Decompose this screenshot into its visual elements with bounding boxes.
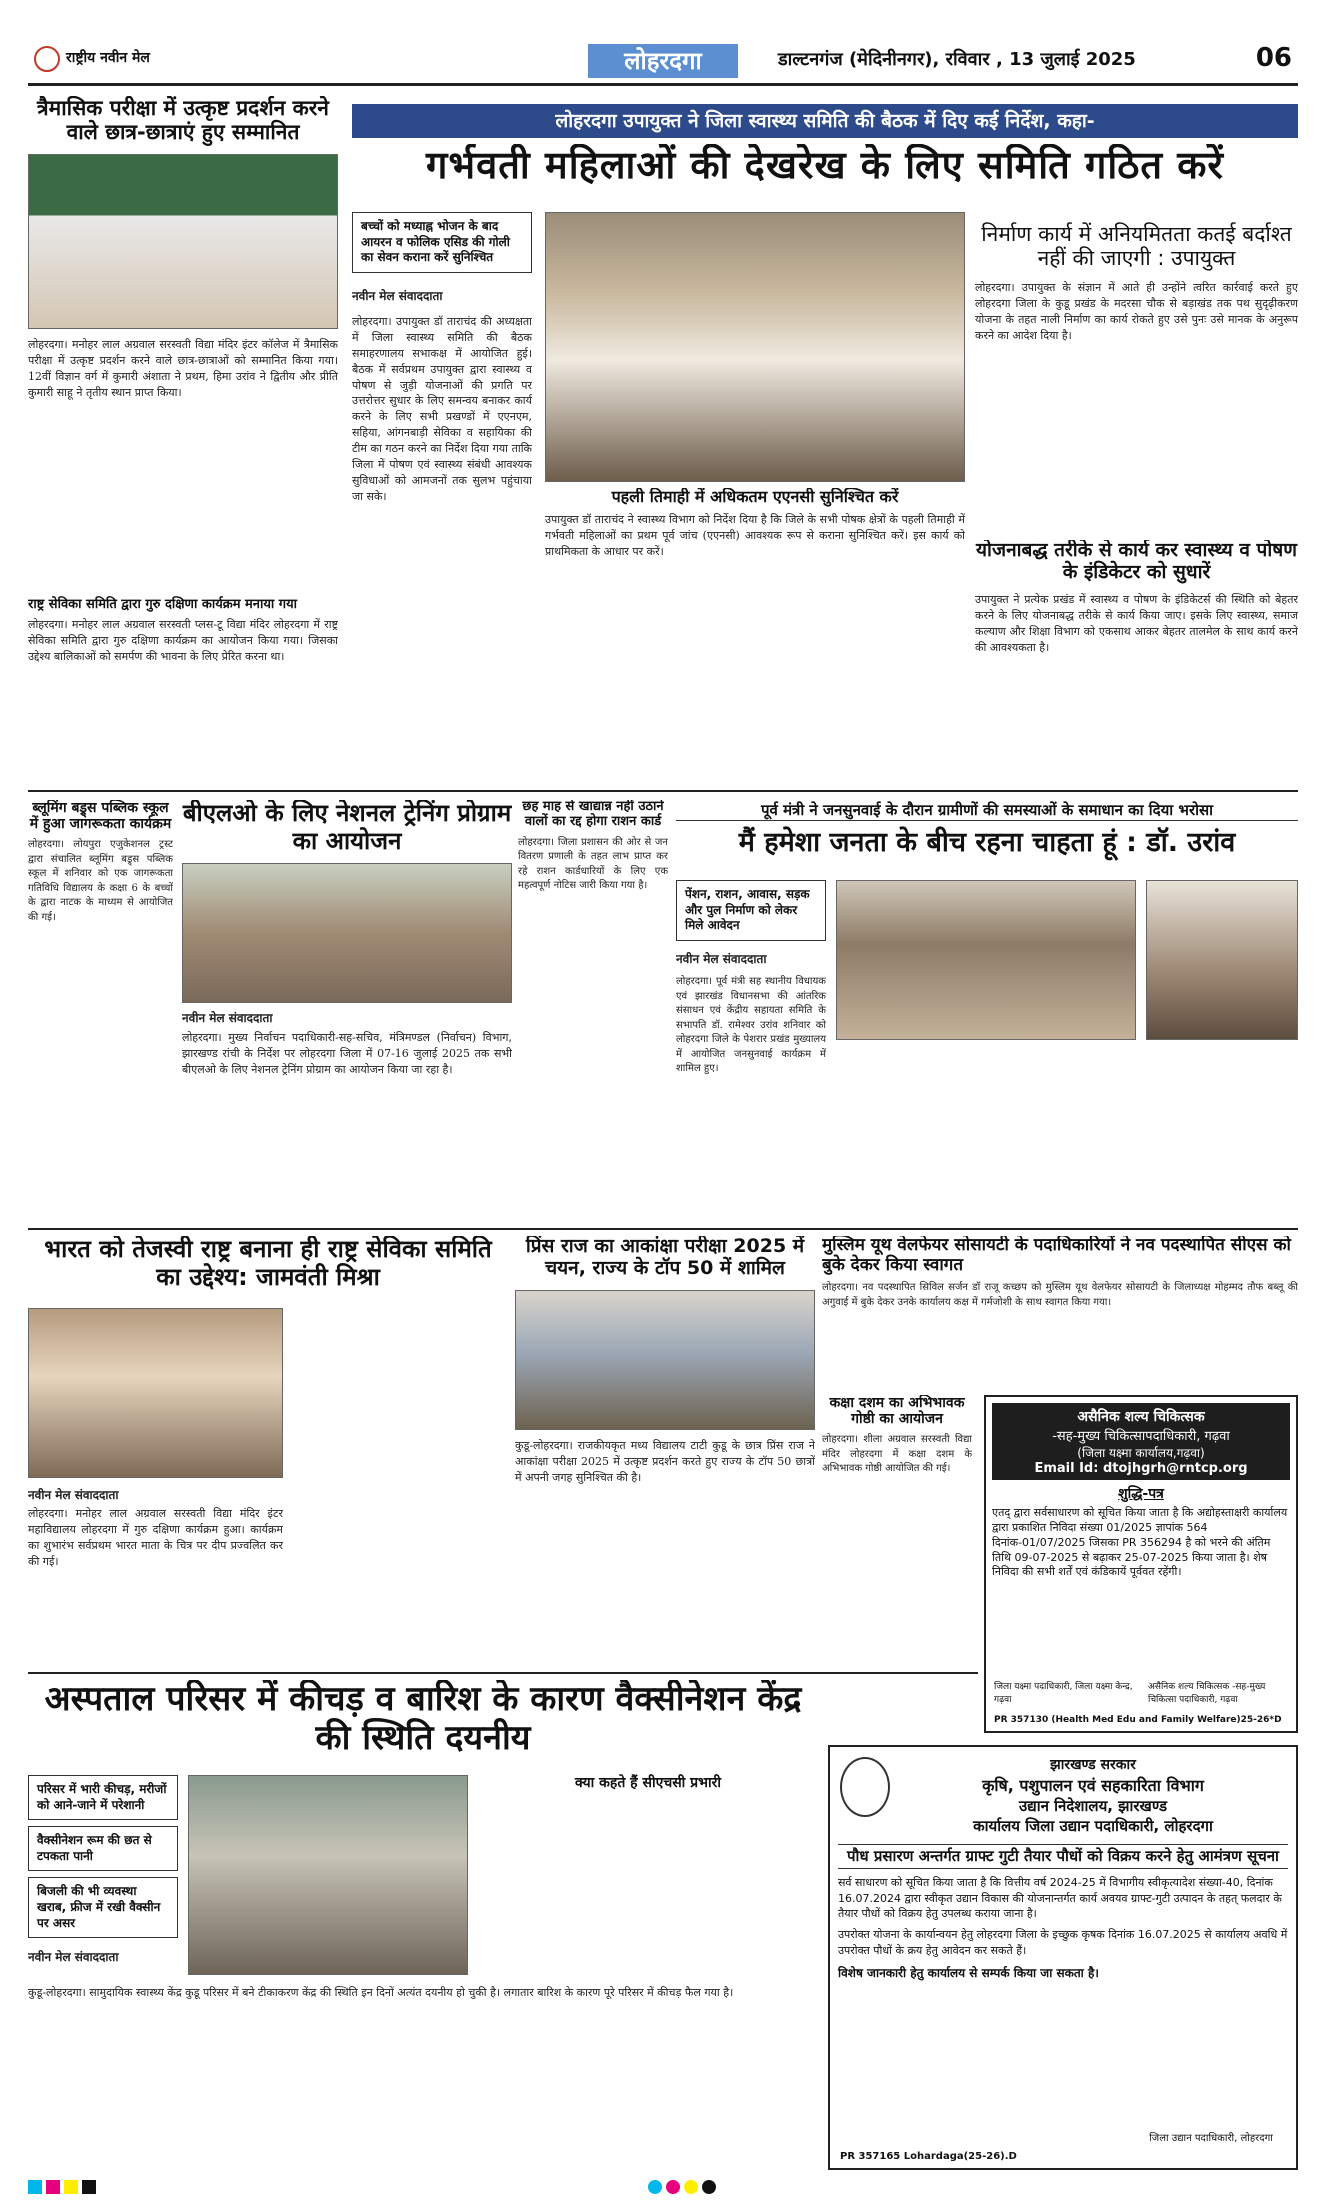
- bullet: पेंशन, राशन, आवास, सड़क और पुल निर्माण को लेकर मिले आवेदन: [676, 880, 826, 941]
- page-number: 06: [1255, 43, 1292, 73]
- org-line1: असैनिक शल्य चिकित्सक: [1077, 1409, 1205, 1425]
- org-line2: कृषि, पशुपालन एवं सहकारिता विभाग: [982, 1776, 1204, 1795]
- side-body: लोहरदगा। उपायुक्त के संज्ञान में आते ही उन्होंने त्वरित कार्रवाई करते हुए लोहरदगा जिला के कुडू प्रखंड के मदरसा चौक से बड़ाखंड तक पथ सुदृढ़ीकरण योजना के तहत नाली निर्माण का कार्य रोकते हुए उसे पुनः उसे मानक के अनुरूप करने का आदेश दिया है।: [975, 281, 1298, 343]
- lead-kicker: [352, 104, 1298, 138]
- ad-horticulture: [828, 1745, 1298, 2170]
- caption-body: उपायुक्त डॉ ताराचंद ने स्वास्थ्य विभाग को निर्देश दिया है कि जिले के सभी पोषक क्षेत्रों के पहली तिमाही में गर्भवती महिलाओं का प्रथम पूर्व जांच (एएनसी) आवश्यक रूप से कराना सुनिश्चित करें। इस कार्य को प्राथमिकता के आधार पर करें।: [545, 513, 965, 559]
- color-swatch-yellow-2: [684, 2180, 698, 2194]
- body: कुडू-लोहरदगा। सामुदायिक स्वास्थ्य केंद्र कुडू परिसर में बने टीकाकरण केंद्र की स्थिति इन दिनों अत्यंत दयनीय हो चुकी है। लगातार बारिश के कारण पूरे परिसर में कीचड़ फैल गया है।: [28, 1986, 734, 1999]
- body: कुडू-लोहरदगा। राजकीयकृत मध्य विद्यालय टाटी कुडू के छात्र प्रिंस राज ने आकांक्षा परीक्षा 2025 में उत्कृष्ट प्रदर्शन करते हुए राज्य के टॉप 50 छात्रों में अपनी जगह सुनिश्चित की है।: [515, 1438, 815, 1484]
- photo-hospital: [188, 1775, 468, 1975]
- lead-bullet: बच्चों को मध्याह्न भोजन के बाद आयरन व फोलिक एसिड की गोली का सेवन कराना करें सुनिश्चित: [352, 212, 532, 273]
- caption-title: पहली तिमाही में अधिकतम एएनसी सुनिश्चित करें: [611, 488, 899, 506]
- photo-janasunwai: [836, 880, 1136, 1040]
- story-muslim: [822, 1236, 1298, 1386]
- story-mishra: [28, 1236, 508, 1666]
- section-name: लोहरदगा: [588, 44, 738, 78]
- headline: मुस्लिम यूथ वेलफेयर सोसायटी के पदाधिकारियों ने नव पदस्थापित सीएस को बुके देकर किया स्वागत: [822, 1236, 1291, 1275]
- body: लोहरदगा। मनोहर लाल अग्रवाल सरस्वती विद्या मंदिर इंटर कॉलेज में त्रैमासिक परीक्षा में उत्कृष्ट प्रदर्शन करने वाले छात्र-छात्राओं को सम्मानित किया गया। 12वीं विज्ञान वर्ग में कुमारी अंशाता ने प्रथम, हिमा उरांव ने द्वितीय और प्रीति कुमारी साहू ने तृतीय स्थान प्राप्त किया।: [28, 338, 338, 400]
- byline: नवीन मेल संवाददाता: [28, 1950, 119, 1965]
- byline: नवीन मेल संवाददाता: [676, 952, 767, 966]
- story-hospital: [28, 1680, 818, 2170]
- quote-title: क्या कहते हैं सीएचसी प्रभारी: [575, 1775, 721, 1791]
- sign-right: असैनिक शल्य चिकित्सक -सह-मुख्य चिकित्सा पदाधिकारी, गढ़वा: [1148, 1682, 1266, 1705]
- side2-body: उपायुक्त ने प्रत्येक प्रखंड में स्वास्थ्य व पोषण के इंडिकेटर्स की स्थिति को बेहतर करने के लिए योजनाबद्ध तरीके से कार्य किया जाए। इसके लिए स्वास्थ्य, समाज कल्याण और शिक्षा विभाग को एकसाथ आकर बेहतर तालमेल के साथ कार्य करने की आवश्यकता है।: [975, 592, 1298, 654]
- pr-number: PR 357165 Lohardaga(25-26).D: [840, 2151, 1017, 2162]
- kicker: पूर्व मंत्री ने जनसुनवाई के दौरान ग्रामीणों की समस्याओं के समाधान का दिया भरोसा: [676, 800, 1298, 821]
- photo-prince: [515, 1290, 815, 1430]
- headline: प्रिंस राज का आकांक्षा परीक्षा 2025 में चयन, राज्य के टॉप 50 में शामिल: [525, 1236, 805, 1279]
- story-ration: [518, 800, 668, 1220]
- body2: उपरोक्त योजना के कार्यान्वयन हेतु लोहरदगा जिला के इच्छुक कृषक दिनांक 16.07.2025 से कार्यालय अवधि में उपरोक्त पौधों के क्रय हेतु आवेदन कर सकते हैं।: [838, 1928, 1288, 1957]
- color-swatch-cyan-2: [648, 2180, 662, 2194]
- masthead: [28, 42, 1298, 86]
- color-swatch-magenta: [46, 2180, 60, 2194]
- byline: नवीन मेल संवाददाता: [182, 1011, 273, 1026]
- lead-side-story: [975, 222, 1298, 532]
- body: एतद् द्वारा सर्वसाधारण को सूचित किया जाता है कि अद्योहस्ताक्षरी कार्यालय द्वारा प्रकाशित निविदा संख्या 01/2025 ज्ञापांक 564 दिनांक-01/07/2025 जिसका PR 356294 है को भरने की अंतिम तिथि 09-07-2025 से बढ़ाकर 25-07-2025 किया जाता है। शेष निविदा की सभी शर्तें एवं कंडिकायें पूर्ववत रहेंगी।: [992, 1506, 1288, 1579]
- org-line4: कार्यालय जिला उद्यान पदाधिकारी, लोहरदगा: [973, 1817, 1213, 1835]
- color-swatch-cyan: [28, 2180, 42, 2194]
- headline: छह माह से खाद्यान्न नहीं उठाने वालों का रद्द होगा राशन कार्ड: [522, 800, 664, 829]
- side2-headline: योजनाबद्ध तरीके से कार्य कर स्वास्थ्य व पोषण के इंडिकेटर को सुधारें: [976, 540, 1297, 583]
- byline: नवीन मेल संवाददाता: [28, 1488, 119, 1502]
- side-headline: निर्माण कार्य में अनियमितता कतई बर्दाश्त नहीं की जाएगी : उपायुक्त: [981, 222, 1292, 271]
- headline: मैं हमेशा जनता के बीच रहना चाहता हूं : डॉ. उरांव: [738, 827, 1236, 858]
- org-line3: उद्यान निदेशालय, झारखण्ड: [1019, 1797, 1167, 1815]
- lead-side-story-2: [975, 540, 1298, 780]
- email: Email Id: dtojhgrh@rntcp.org: [1034, 1461, 1248, 1476]
- divider: [28, 1672, 978, 1674]
- headline: भारत को तेजस्वी राष्ट्र बनाना ही राष्ट्र सेविका समिति का उद्देश्य: जामवंती मिश्रा: [44, 1236, 492, 1291]
- ad-header: [898, 1755, 1288, 1836]
- lead-headline: गर्भवती महिलाओं की देखरेख के लिए समिति गठित करें: [426, 144, 1224, 187]
- paper-name: राष्ट्रीय नवीन मेल: [66, 50, 150, 66]
- story-oraon: [676, 800, 1298, 1220]
- story-blo: [182, 800, 512, 1220]
- lead-photo-meeting: [545, 212, 965, 482]
- sub-headline: राष्ट्र सेविका समिति द्वारा गुरु दक्षिणा कार्यक्रम मनाया गया: [28, 597, 298, 613]
- story-prince: [515, 1236, 815, 1666]
- notice: विशेष जानकारी हेतु कार्यालय से सम्पर्क किया जा सकता है।: [838, 1966, 1099, 1981]
- bullet-3: बिजली की भी व्यवस्था खराब, फ्रीज में रखी वैक्सीन पर असर: [28, 1877, 178, 1938]
- org-line2: -सह-मुख्य चिकित्सापदाधिकारी, गढ़वा: [1052, 1429, 1230, 1444]
- color-swatch-black: [82, 2180, 96, 2194]
- headline: कक्षा दशम का अभिभावक गोष्ठी का आयोजन: [829, 1395, 965, 1428]
- story-bloom: [28, 800, 173, 1220]
- lead-photo-caption: [545, 488, 965, 653]
- dateline: डाल्टनगंज (मेदिनीनगर), रविवार , 13 जुलाई 2025: [778, 49, 1136, 70]
- headline: अस्पताल परिसर में कीचड़ व बारिश के कारण वैक्सीनेशन केंद्र की स्थिति दयनीय: [44, 1680, 802, 1759]
- body: लोहरदगा। लोयपुरा एजुकेशनल ट्रस्ट द्वारा संचालित ब्लूमिंग बड्र्स पब्लिक स्कूल में शनिवार को एक जागरूकता गतिविधि विद्यालय के कक्षा 6 के बच्चों के द्वारा नाटक के माध्यम से आयोजित की गई।: [28, 839, 173, 923]
- lead-left-col: [352, 212, 532, 782]
- byline: नवीन मेल संवाददाता: [352, 288, 443, 303]
- org-line3: (जिला यक्ष्मा कार्यालय,गढ़वा): [1077, 1446, 1205, 1460]
- color-swatch-black-2: [702, 2180, 716, 2194]
- sign-left: जिला यक्ष्मा पदाधिकारी, जिला यक्ष्मा केन्द्र, गढ़वा: [994, 1682, 1133, 1705]
- sub-body: लोहरदगा। मनोहर लाल अग्रवाल सरस्वती प्लस-टू विद्या मंदिर लोहरदगा में राष्ट्र सेविका समिति द्वारा गुरु दक्षिणा कार्यक्रम का आयोजन किया गया। जिसका उद्देश्य बालिकाओं को समर्पण की भावना के लिए प्रेरित करना था।: [28, 618, 338, 664]
- photo-oraon-portrait: [1146, 880, 1298, 1040]
- title: शुद्धि-पत्र: [1118, 1486, 1164, 1502]
- body: लोहरदगा। मनोहर लाल अग्रवाल सरस्वती विद्या मंदिर इंटर महाविद्यालय लोहरदगा में गुरु दक्षिणा कार्यक्रम हुआ। कार्यक्रम का शुभारंभ सर्वप्रथम भारत माता के चित्र पर दीप प्रज्वलित कर की गई।: [28, 1507, 283, 1568]
- ad-header: [992, 1403, 1290, 1480]
- body: लोहरदगा। उपायुक्त डॉ ताराचंद की अध्यक्षता में जिला स्वास्थ्य समिति की बैठक समाहरणालय सभाकक्ष में आयोजित हुई। बैठक में सर्वप्रथम उपायुक्त द्वारा स्वास्थ्य व पोषण से जुड़ी योजनाओं की प्रगति पर उत्तरोत्तर सुधार के लिए समन्वय बनाकर कार्य करने के लिए सभी प्रखण्डों में एएनएम, सहिया, आंगनबाड़ी सेविका व सहायिका की टीम का गठन करने का निर्देश दिया गया ताकि जिला में पोषण एवं स्वास्थ्य संबंधी आवश्यक सुविधाओं को आमजनों तक सुलभ पहुंचाया जा सके।: [352, 314, 532, 504]
- photo-students: [28, 154, 338, 329]
- quote-box: [478, 1775, 818, 1975]
- body: लोहरदगा। नव पदस्थापित सिविल सर्जन डॉ राजू कच्छप को मुस्लिम यूथ वेलफेयर सोसायटी के जिलाध्यक्ष मोहम्मद तौफ बब्लू की अगुवाई में बुके देकर उनके कार्यालय कक्ष में गर्मजोशी के साथ स्वागत किया गया।: [822, 1282, 1298, 1308]
- story-exam: [28, 96, 338, 776]
- divider: [28, 790, 1298, 792]
- color-swatch-magenta-2: [666, 2180, 680, 2194]
- paper-logo: [34, 46, 60, 72]
- story-class10: [822, 1395, 972, 1695]
- headline: बीएलओ के लिए नेशनल ट्रेनिंग प्रोग्राम का आयोजन: [182, 800, 512, 855]
- pr-number: PR 357130 (Health Med Edu and Family Welfare)25-26*D: [994, 1715, 1282, 1725]
- sign: जिला उद्यान पदाधिकारी, लोहरदगा: [1149, 2133, 1273, 2144]
- divider: [28, 1228, 1298, 1230]
- ad-tender: [984, 1395, 1298, 1733]
- body: सर्व साधारण को सूचित किया जाता है कि वित्तीय वर्ष 2024-25 में विभागीय स्वीकृत्यादेश संख्या-40, दिनांक 16.07.2024 द्वारा स्वीकृत उद्यान विकास की योजनान्तर्गत कार्य अवयव ग्राफ्ट-गुटी उत्पादन के तहत् फलदार के तैयार पौधों को विक्रय हेतु उपलब्ध कराया जाना है।: [838, 1876, 1282, 1921]
- color-swatch-yellow: [64, 2180, 78, 2194]
- bullet-2: वैक्सीनेशन रूम की छत से टपकता पानी: [28, 1826, 178, 1871]
- bullet-list: [28, 1775, 178, 1965]
- body: लोहरदगा। शीला अग्रवाल सरस्वती विद्या मंदिर लोहरदगा में कक्षा दशम के अभिभावक गोष्ठी आयोजित की गई।: [822, 1434, 972, 1475]
- body: लोहरदगा। पूर्व मंत्री सह स्थानीय विधायक एवं झारखंड विधानसभा की आंतरिक संसाधन एवं केंद्रीय सहायता समिति के सभापति डॉ. रामेश्वर उरांव शनिवार को लोहरदगा जिले के पेशरार प्रखंड मुख्यालय में आयोजित जनसुनवाई कार्यक्रम में शामिल हुए।: [676, 976, 826, 1074]
- kicker-text: लोहरदगा उपायुक्त ने जिला स्वास्थ्य समिति की बैठक में दिए कई निर्देश, कहा-: [555, 110, 1095, 132]
- org-line1: झारखण्ड सरकार: [1050, 1757, 1136, 1773]
- title: पौध प्रसारण अन्तर्गत ग्राफ्ट गुटी तैयार पौधों को विक्रय करने हेतु आमंत्रण सूचना: [838, 1844, 1288, 1869]
- body: लोहरदगा। मुख्य निर्वाचन पदाधिकारी-सह-सचिव, मंत्रिमण्डल (निर्वाचन) विभाग, झारखण्ड रांची के निर्देश पर लोहरदगा जिला में 07-16 जुलाई 2025 तक सभी बीएलओ के लिए नेशनल ट्रेनिंग प्रोग्राम का आयोजन किया जा रहा है।: [182, 1031, 512, 1077]
- headline: त्रैमासिक परीक्षा में उत्कृष्ट प्रदर्शन करने वाले छात्र-छात्राएं हुए सम्मानित: [37, 96, 329, 145]
- bullet-1: परिसर में भारी कीचड़, मरीजों को आने-जाने में परेशानी: [28, 1775, 178, 1820]
- photo-ceremony: [28, 1308, 283, 1478]
- photo-training: [182, 863, 512, 1003]
- headline: ब्लूमिंग बड्र्स पब्लिक स्कूल में हुआ जागरूकता कार्यक्रम: [29, 800, 172, 833]
- registration-bar: [28, 2180, 1298, 2194]
- ad-emblem: [840, 1757, 890, 1817]
- body: लोहरदगा। जिला प्रशासन की ओर से जन वितरण प्रणाली के तहत लाभ प्राप्त कर रहे राशन कार्डधारियों के लिए एक महत्वपूर्ण नोटिस जारी किया गया है।: [518, 836, 668, 892]
